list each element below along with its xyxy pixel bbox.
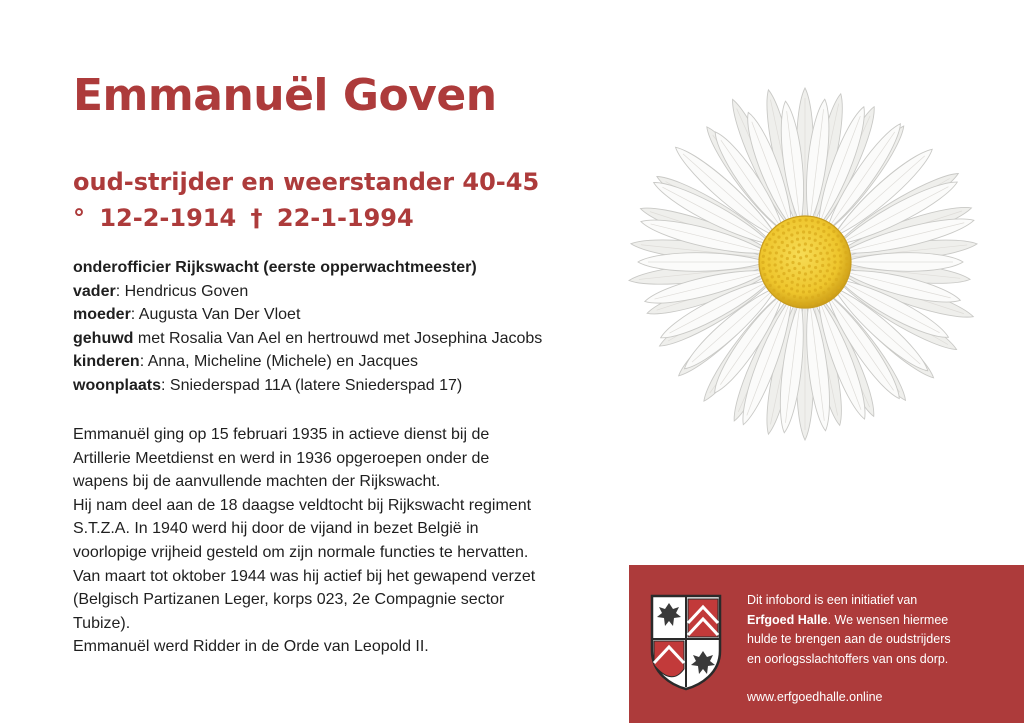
floret-dot bbox=[793, 301, 796, 304]
floret-dot bbox=[839, 260, 842, 263]
info-panel bbox=[629, 565, 1024, 723]
org-name: Erfgoed Halle bbox=[747, 612, 828, 627]
floret-dot bbox=[819, 279, 822, 282]
fact-married-label: gehuwd bbox=[73, 329, 134, 347]
floret-dot bbox=[791, 261, 794, 264]
bio-line: Hij nam deel aan de 18 daagse veldtocht bij Rijkswacht regiment bbox=[73, 496, 532, 514]
floret-dot bbox=[822, 291, 825, 294]
floret-dot bbox=[787, 228, 790, 231]
floret-dot bbox=[768, 263, 771, 266]
floret-dot bbox=[798, 219, 801, 222]
floret-dot bbox=[772, 233, 775, 236]
floret-dot bbox=[797, 277, 800, 280]
floret-dot bbox=[787, 299, 790, 302]
floret-dot bbox=[845, 263, 848, 266]
fact-rank bbox=[73, 256, 542, 280]
floret-dot bbox=[798, 243, 801, 246]
floret-dot bbox=[823, 246, 826, 249]
floret-dot bbox=[809, 277, 812, 280]
floret-dot bbox=[808, 237, 811, 240]
floret-dot bbox=[802, 284, 805, 287]
floret-dot bbox=[771, 246, 774, 249]
floret-dot bbox=[842, 245, 845, 248]
floret-dot bbox=[803, 248, 806, 251]
floret-dot bbox=[845, 257, 848, 260]
floret-dot bbox=[788, 251, 791, 254]
floret-dot bbox=[810, 271, 813, 274]
floret-dot bbox=[817, 294, 820, 297]
floret-dot bbox=[781, 241, 784, 244]
floret-dot bbox=[774, 257, 777, 260]
floret-dot bbox=[817, 227, 820, 230]
floret-dot bbox=[777, 246, 780, 249]
floret-dot bbox=[815, 260, 818, 263]
floret-dot bbox=[802, 236, 805, 239]
floret-dot bbox=[796, 283, 799, 286]
bio-line: Emmanuël ging op 15 februari 1935 in actieve dienst bij de bbox=[73, 426, 490, 443]
floret-dot bbox=[786, 277, 789, 280]
floret-dot bbox=[769, 270, 772, 273]
floret-dot bbox=[785, 284, 788, 287]
floret-dot bbox=[768, 238, 771, 241]
floret-dot bbox=[808, 265, 811, 268]
floret-dot bbox=[833, 260, 836, 263]
floret-dot bbox=[837, 272, 840, 275]
floret-dot bbox=[805, 255, 808, 258]
floret-dot bbox=[775, 269, 778, 272]
floret-dot bbox=[804, 272, 807, 275]
floret-dot bbox=[833, 290, 836, 293]
floret-dot bbox=[779, 260, 782, 263]
floret-dot bbox=[782, 249, 785, 252]
fact-children-label: kinderen bbox=[73, 353, 140, 371]
floret-dot bbox=[782, 289, 785, 292]
floret-dot bbox=[769, 251, 772, 254]
fact-father-label: vader bbox=[73, 282, 116, 300]
floret-dot bbox=[826, 252, 829, 255]
floret-dot bbox=[799, 302, 802, 305]
floret-dot bbox=[792, 246, 795, 249]
floret-dot bbox=[840, 239, 843, 242]
floret-dot bbox=[787, 222, 790, 225]
panel-line: en oorlogsslachtoffers van ons dorp. bbox=[747, 651, 949, 666]
floret-dot bbox=[791, 240, 794, 243]
floret-dot bbox=[777, 275, 780, 278]
floret-dot bbox=[786, 257, 789, 260]
floret-dot bbox=[839, 266, 842, 269]
floret-dot bbox=[814, 232, 817, 235]
floret-dot bbox=[819, 286, 822, 289]
panel-line-rest: . We wensen hiermee bbox=[827, 612, 949, 627]
floret-dot bbox=[762, 255, 765, 258]
floret-dot bbox=[791, 281, 794, 284]
floret-dot bbox=[774, 240, 777, 243]
floret-dot bbox=[832, 230, 835, 233]
floret-dot bbox=[771, 275, 774, 278]
panel-line: Dit infobord is een initiatief van bbox=[747, 593, 918, 607]
floret-dot bbox=[824, 239, 827, 242]
floret-dot bbox=[814, 289, 817, 292]
bio-line: S.T.Z.A. In 1940 werd hij door de vijand in bezet België in bbox=[73, 520, 479, 538]
floret-dot bbox=[831, 238, 834, 241]
floret-dot bbox=[766, 279, 769, 282]
panel-line: hulde te brengen aan de oudstrijders bbox=[747, 632, 951, 646]
subtitle-role: oud-strijder en weerstander 40-45 bbox=[73, 168, 540, 196]
floret-dot bbox=[776, 228, 779, 231]
bio-line: Van maart tot oktober 1944 was hij actief bij het gewapend verzet bbox=[73, 567, 536, 585]
floret-dot bbox=[815, 247, 818, 250]
floret-dot bbox=[796, 231, 799, 234]
floret-dot bbox=[769, 284, 772, 287]
floret-dot bbox=[786, 263, 789, 266]
floret-dot bbox=[792, 220, 795, 223]
floret-dot bbox=[831, 283, 834, 286]
floret-dot bbox=[819, 235, 822, 238]
floret-dot bbox=[814, 239, 817, 242]
floret-dot bbox=[762, 267, 765, 270]
bio-line: voorlopige vrijheid gesteld om zijn normale functies te hervatten. bbox=[73, 543, 529, 561]
floret-dot bbox=[799, 225, 802, 228]
floret-dot bbox=[802, 266, 805, 269]
bio-line: wapens bij de aanvullende machten der Rijkswacht. bbox=[73, 473, 441, 491]
floret-dot bbox=[822, 223, 825, 226]
floret-dot bbox=[777, 236, 780, 239]
floret-dot bbox=[763, 249, 766, 252]
floret-dot bbox=[805, 224, 808, 227]
floret-dot bbox=[802, 230, 805, 233]
floret-dot bbox=[819, 252, 822, 255]
flower-center bbox=[759, 216, 851, 308]
floret-dot bbox=[814, 254, 817, 257]
fact-mother-label: moeder bbox=[73, 306, 131, 324]
coat-of-arms-icon bbox=[649, 593, 723, 691]
bio-line: Emmanuël werd Ridder in de Orde van Leopold II. bbox=[73, 638, 429, 656]
floret-dot bbox=[827, 287, 830, 290]
floret-dot bbox=[828, 226, 831, 229]
floret-dot bbox=[821, 258, 824, 261]
floret-dot bbox=[835, 278, 838, 281]
floret-dot bbox=[817, 221, 820, 224]
floret-dot bbox=[828, 243, 831, 246]
floret-dot bbox=[793, 267, 796, 270]
subtitle bbox=[73, 164, 539, 236]
floret-dot bbox=[768, 257, 771, 260]
floret-dot bbox=[793, 255, 796, 258]
floret-dot bbox=[811, 219, 814, 222]
floret-dot bbox=[796, 289, 799, 292]
floret-dot bbox=[790, 287, 793, 290]
floret-dot bbox=[819, 270, 822, 273]
fact-father-value: : Hendricus Goven bbox=[115, 282, 249, 300]
fact-residence-label: woonplaats bbox=[73, 376, 162, 394]
bio-line: Artillerie Meetdienst en werd in 1936 opgeroepen onder de bbox=[73, 449, 490, 467]
floret-dot bbox=[793, 226, 796, 229]
floret-dot bbox=[803, 278, 806, 281]
floret-dot bbox=[761, 261, 764, 264]
floret-dot bbox=[823, 274, 826, 277]
fact-mother bbox=[73, 303, 542, 327]
floret-dot bbox=[808, 231, 811, 234]
floret-dot bbox=[839, 254, 842, 257]
floret-dot bbox=[798, 271, 801, 274]
floret-dot bbox=[808, 290, 811, 293]
floret-dot bbox=[811, 225, 814, 228]
floret-dot bbox=[775, 251, 778, 254]
fact-residence-value: : Sniederspad 11A (latere Sniederspad 17) bbox=[161, 376, 463, 394]
floret-dot bbox=[828, 294, 831, 297]
subtitle-dates: ° 12-2-1914 † 22-1-1994 bbox=[73, 204, 414, 232]
facts-block bbox=[73, 256, 542, 398]
floret-dot bbox=[805, 296, 808, 299]
floret-dot bbox=[824, 282, 827, 285]
floret-dot bbox=[827, 257, 830, 260]
floret-dot bbox=[814, 282, 817, 285]
floret-dot bbox=[811, 296, 814, 299]
floret-dot bbox=[837, 286, 840, 289]
floret-dot bbox=[781, 225, 784, 228]
floret-dot bbox=[817, 300, 820, 303]
page-title: Emmanuël Goven bbox=[73, 70, 497, 121]
floret-dot bbox=[796, 238, 799, 241]
website-link[interactable]: www.erfgoedhalle.online bbox=[747, 690, 883, 704]
floret-dot bbox=[793, 295, 796, 298]
floret-dot bbox=[777, 285, 780, 288]
floret-dot bbox=[781, 280, 784, 283]
fact-father bbox=[73, 280, 542, 304]
floret-dot bbox=[835, 243, 838, 246]
floret-dot bbox=[799, 296, 802, 299]
floret-dot bbox=[814, 266, 817, 269]
floret-dot bbox=[810, 244, 813, 247]
floret-dot bbox=[772, 289, 775, 292]
floret-dot bbox=[828, 278, 831, 281]
bio-line: Tubize). bbox=[73, 614, 131, 632]
floret-dot bbox=[809, 250, 812, 253]
daisy-icon bbox=[625, 82, 985, 442]
floret-dot bbox=[790, 233, 793, 236]
panel-line bbox=[747, 611, 1017, 631]
fact-married bbox=[73, 327, 542, 351]
fact-children-value: : Anna, Micheline (Michele) en Jacques bbox=[139, 353, 419, 371]
floret-dot bbox=[819, 242, 822, 245]
fact-rank-text: onderofficier Rijkswacht (eerste opperwachtmeester) bbox=[73, 259, 477, 276]
floret-dot bbox=[837, 248, 840, 251]
floret-dot bbox=[804, 242, 807, 245]
panel-text bbox=[747, 591, 1017, 708]
floret-dot bbox=[836, 234, 839, 237]
floret-dot bbox=[822, 230, 825, 233]
floret-dot bbox=[844, 251, 847, 254]
floret-dot bbox=[809, 259, 812, 262]
floret-dot bbox=[827, 263, 830, 266]
floret-dot bbox=[840, 281, 843, 284]
floret-dot bbox=[811, 302, 814, 305]
floret-dot bbox=[826, 269, 829, 272]
floret-dot bbox=[831, 272, 834, 275]
floret-dot bbox=[823, 298, 826, 301]
floret-dot bbox=[786, 244, 789, 247]
floret-dot bbox=[780, 254, 783, 257]
biography bbox=[73, 423, 593, 659]
floret-dot bbox=[805, 302, 808, 305]
floret-dot bbox=[788, 269, 791, 272]
bio-line: (Belgisch Partizanen Leger, korps 023, 2e Compagnie sector bbox=[73, 591, 505, 609]
floret-dot bbox=[799, 256, 802, 259]
floret-dot bbox=[774, 263, 777, 266]
fact-children bbox=[73, 350, 542, 374]
floret-dot bbox=[831, 249, 834, 252]
floret-dot bbox=[763, 273, 766, 276]
floret-dot bbox=[785, 237, 788, 240]
floret-dot bbox=[805, 218, 808, 221]
floret-dot bbox=[792, 274, 795, 277]
fact-married-value: met Rosalia Van Ael en hertrouwd met Josephina Jacobs bbox=[133, 329, 543, 347]
floret-dot bbox=[782, 231, 785, 234]
floret-dot bbox=[774, 281, 777, 284]
floret-dot bbox=[815, 274, 818, 277]
floret-dot bbox=[798, 262, 801, 265]
floret-dot bbox=[765, 243, 768, 246]
fact-mother-value: : Augusta Van Der Vloet bbox=[130, 306, 301, 324]
floret-dot bbox=[844, 269, 847, 272]
floret-dot bbox=[797, 250, 800, 253]
floret-dot bbox=[777, 293, 780, 296]
floret-dot bbox=[833, 267, 836, 270]
floret-dot bbox=[833, 254, 836, 257]
floret-dot bbox=[782, 296, 785, 299]
fact-residence bbox=[73, 374, 542, 398]
floret-dot bbox=[827, 233, 830, 236]
floret-dot bbox=[843, 275, 846, 278]
floret-dot bbox=[802, 290, 805, 293]
floret-dot bbox=[782, 272, 785, 275]
floret-dot bbox=[821, 264, 824, 267]
floret-dot bbox=[780, 266, 783, 269]
floret-dot bbox=[787, 293, 790, 296]
floret-dot bbox=[808, 284, 811, 287]
